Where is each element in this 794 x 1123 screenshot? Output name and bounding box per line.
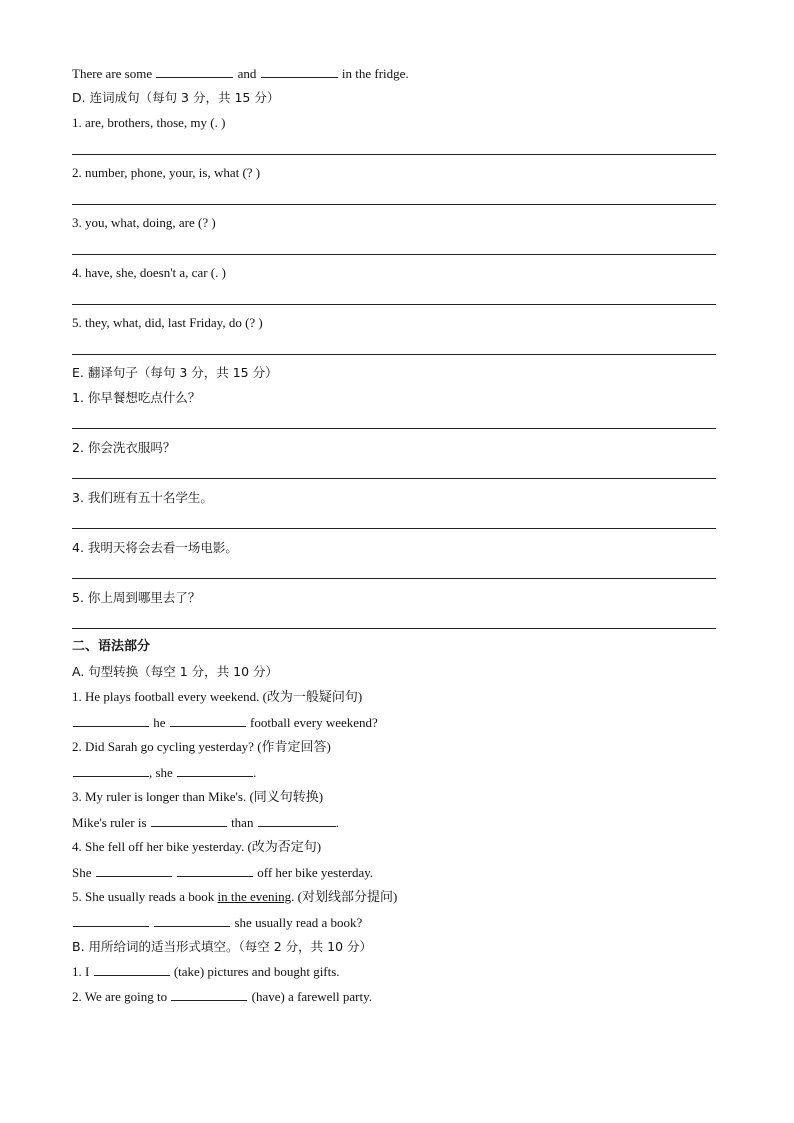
- section-a-q1-answer: [72, 714, 378, 731]
- sentence-text: There are some: [72, 66, 153, 81]
- answer-line[interactable]: [72, 478, 716, 479]
- section-b-q2: [72, 988, 372, 1005]
- sentence-text: he: [153, 715, 166, 730]
- section-d-item-1: 1. are, brothers, those, my (. ): [72, 115, 226, 130]
- section-b-heading: B. 用所给词的适当形式填空。（每空 2 分，共 10 分）: [72, 939, 373, 954]
- answer-blank[interactable]: [96, 864, 172, 877]
- answer-line[interactable]: [72, 254, 716, 255]
- part-two-title: 二、语法部分: [72, 639, 151, 654]
- sentence-text: .: [253, 765, 257, 780]
- section-e-heading: E. 翻译句子（每句 3 分，共 15 分）: [72, 365, 278, 380]
- sentence-text: . (对划线部分提问): [291, 889, 398, 904]
- sentence-text: she usually read a book?: [234, 915, 363, 930]
- sentence-text: (have) a farewell party.: [251, 989, 373, 1004]
- answer-blank[interactable]: [151, 814, 227, 827]
- section-e-item-4: 4. 我明天将会去看一场电影。: [72, 540, 238, 555]
- answer-line[interactable]: [72, 204, 716, 205]
- answer-blank[interactable]: [94, 963, 170, 976]
- sentence-text: , she: [149, 765, 173, 780]
- section-a-q4-answer: [72, 864, 373, 881]
- section-d-item-2: 2. number, phone, your, is, what (? ): [72, 165, 261, 180]
- section-d-item-5: 5. they, what, did, last Friday, do (? ): [72, 315, 263, 330]
- section-a-heading: A. 句型转换（每空 1 分，共 10 分）: [72, 664, 279, 679]
- section-d-item-4: 4. have, she, doesn't a, car (. ): [72, 265, 226, 280]
- section-e-item-5: 5. 你上周到哪里去了？: [72, 590, 201, 605]
- answer-blank[interactable]: [177, 864, 253, 877]
- section-a-q2-answer: [72, 764, 256, 781]
- answer-blank[interactable]: [261, 65, 338, 78]
- sentence-text: 2. We are going to: [72, 989, 168, 1004]
- section-a-q2: 2. Did Sarah go cycling yesterday? (作肯定回答): [72, 739, 331, 754]
- answer-blank[interactable]: [156, 65, 233, 78]
- sentence-text: 1. I: [72, 964, 90, 979]
- answer-line[interactable]: [72, 428, 716, 429]
- section-b-q1: [72, 963, 340, 980]
- sentence-text: Mike's ruler is: [72, 815, 147, 830]
- answer-line[interactable]: [72, 304, 716, 305]
- answer-blank[interactable]: [171, 988, 247, 1001]
- answer-blank[interactable]: [177, 764, 253, 777]
- answer-line[interactable]: [72, 528, 716, 529]
- section-a-q5: [72, 889, 397, 905]
- sentence-text: and: [237, 66, 257, 81]
- answer-line[interactable]: [72, 628, 716, 629]
- section-a-q3-answer: [72, 814, 339, 831]
- sentence-text: 5. She usually reads a book: [72, 889, 215, 904]
- section-d-item-3: 3. you, what, doing, are (? ): [72, 215, 216, 230]
- section-e-item-3: 3. 我们班有五十名学生。: [72, 490, 213, 505]
- sentence-text: off her bike yesterday.: [257, 865, 374, 880]
- underlined-phrase: in the evening: [217, 889, 292, 904]
- sentence-text: in the fridge.: [341, 66, 409, 81]
- answer-line[interactable]: [72, 354, 716, 355]
- section-e-item-2: 2. 你会洗衣服吗？: [72, 440, 176, 455]
- answer-blank[interactable]: [73, 914, 149, 927]
- section-a-q1: 1. He plays football every weekend. (改为一般疑问句): [72, 689, 363, 704]
- answer-blank[interactable]: [154, 914, 230, 927]
- fill-sentence-fridge: [72, 65, 409, 82]
- answer-blank[interactable]: [170, 714, 246, 727]
- sentence-text: than: [231, 815, 254, 830]
- answer-line[interactable]: [72, 578, 716, 579]
- section-a-q3: 3. My ruler is longer than Mike's. (同义句转换): [72, 789, 324, 804]
- answer-blank[interactable]: [73, 764, 149, 777]
- sentence-text: (take) pictures and bought gifts.: [173, 964, 340, 979]
- answer-blank[interactable]: [73, 714, 149, 727]
- section-a-q4: 4. She fell off her bike yesterday. (改为否定句): [72, 839, 322, 854]
- answer-blank[interactable]: [258, 814, 336, 827]
- section-d-heading: D. 连词成句（每句 3 分，共 15 分）: [72, 90, 280, 105]
- sentence-text: football every weekend?: [250, 715, 378, 730]
- sentence-text: She: [72, 865, 92, 880]
- sentence-text: .: [335, 815, 339, 830]
- section-a-q5-answer: [72, 914, 362, 931]
- answer-line[interactable]: [72, 154, 716, 155]
- section-e-item-1: 1. 你早餐想吃点什么？: [72, 390, 201, 405]
